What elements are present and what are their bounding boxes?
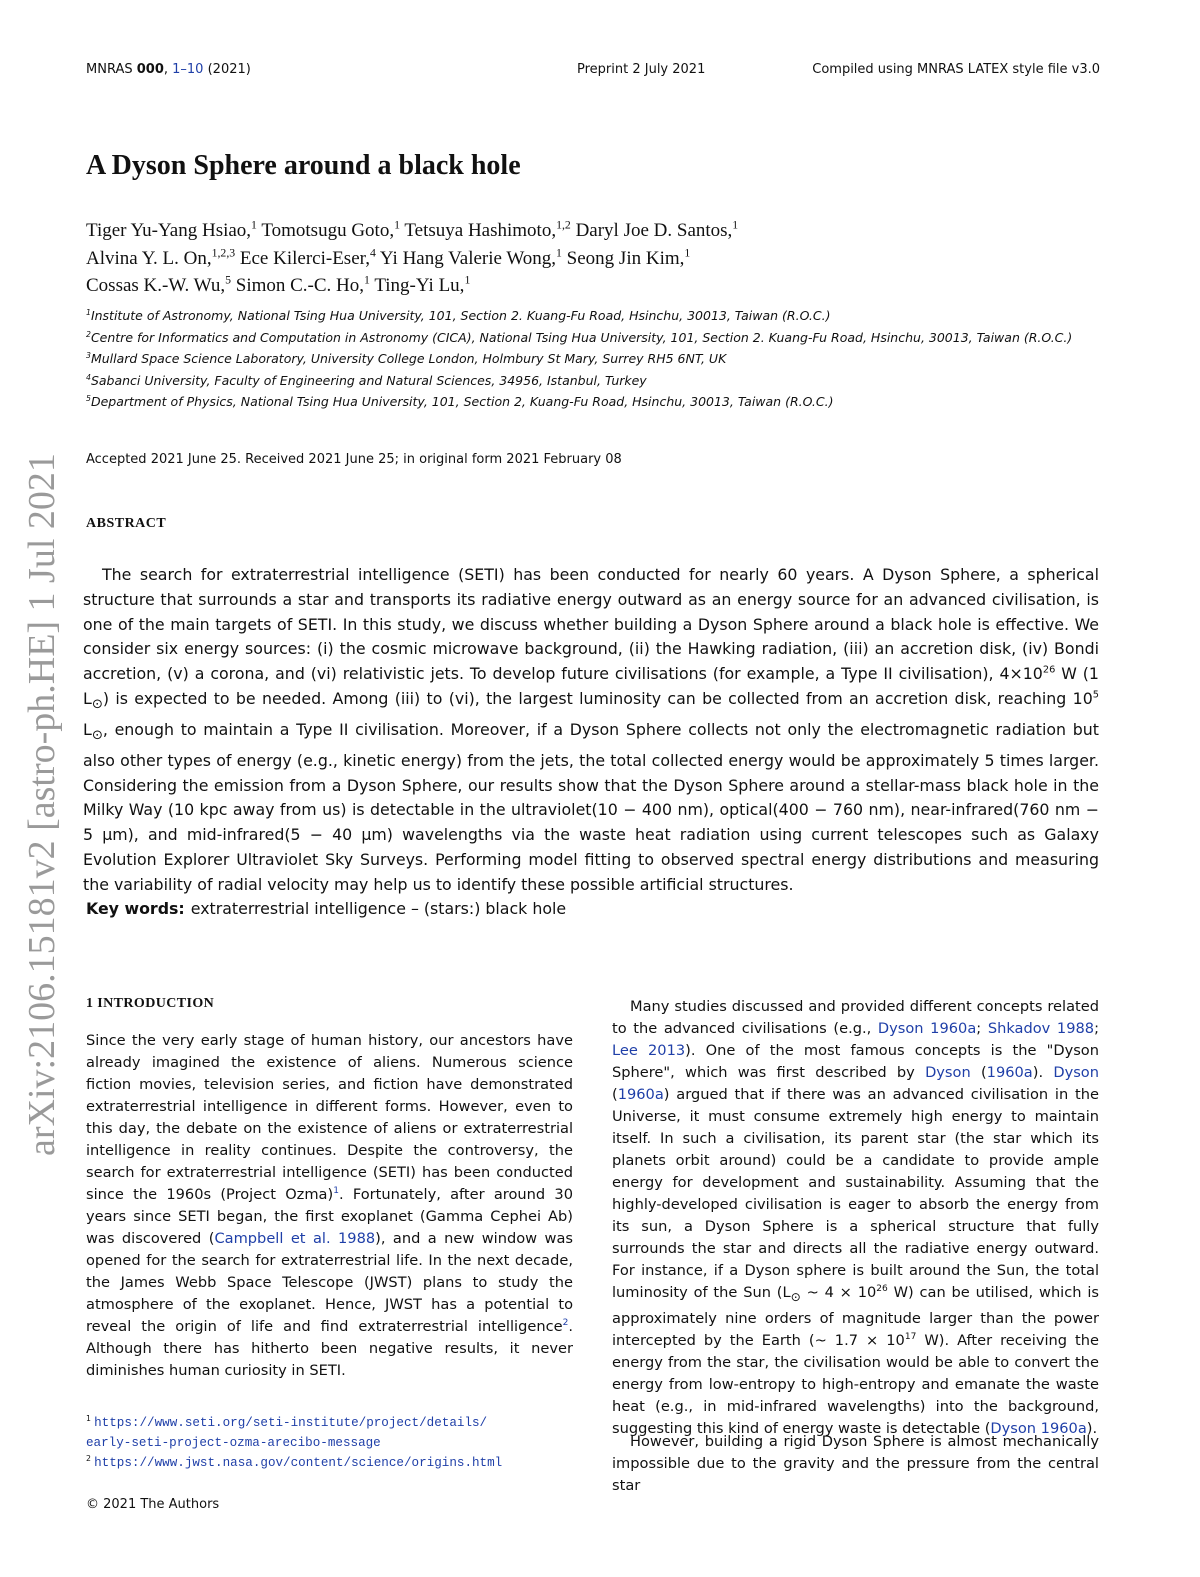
- citation-link[interactable]: 1960a: [617, 1086, 664, 1103]
- author-name: Cossas K.-W. Wu,: [86, 275, 226, 296]
- author-name: Tiger Yu-Yang Hsiao,: [86, 220, 252, 241]
- exponent: 5: [1092, 689, 1099, 701]
- body-text: ) argued that if there was an advanced civilisation in the Universe, it must consume extremely high energy to maintain itself. In such a civilisation, its parent star (the star which its planets orbit around) could be a candidate to provide ample energy for development and sustainability. Assuming that the highly-developed civilisation is eager to absorb the energy from its sun, a Dyson Sphere is a spherical structure that fully surrounds the star and directs all the radiative energy outward. For instance, if a Dyson sphere is built around the Sun, the total luminosity of the Sun (L: [612, 1086, 1099, 1301]
- body-text: . Although there has hitherto been negative results, it never diminishes human curiosity in SETI.: [86, 1318, 573, 1379]
- exponent: 26: [876, 1284, 888, 1295]
- author-affil-mark: 5: [225, 273, 231, 287]
- abstract-text: , enough to maintain a Type II civilisation. Moreover, if a Dyson Sphere collects not only the electromagnetic radiation but also other types of energy (e.g., kinetic energy) from the jets, the total collected energy would be approximately 5 times larger. Considering the emission from a Dyson Sphere, our results show that the Dyson Sphere around a stellar-mass black hole in the Milky Way (10 kpc away from us) is detectable in the ultraviolet(10 − 400 nm), optical(400 − 760 nm), near-infrared(760 nm − 5 μm), and mid-infrared(5 − 40 μm) wavelengths via the waste heat radiation using current telescopes such as Galaxy Evolution Explorer Ultraviolet Sky Surveys. Performing model fitting to observed spectral energy distributions and measuring the variability of radial velocity may help us to identify these possible artificial structures.: [83, 719, 1099, 894]
- affiliation-number: 5: [86, 393, 91, 403]
- body-text: . Fortunately, after around 30 years since SETI began, the first exoplanet (Gamma Cephei Ab) was discovered (: [86, 1186, 573, 1247]
- page-range-link[interactable]: 1–10: [172, 62, 204, 77]
- body-text: Many studies discussed and provided different concepts related to the advanced civilisations (e.g.,: [612, 998, 1099, 1037]
- author-affil-mark: 1: [684, 246, 691, 260]
- section-heading: 1 INTRODUCTION: [86, 996, 215, 1011]
- author-name: Daryl Joe D. Santos,: [570, 220, 733, 241]
- footnote-url[interactable]: https://www.jwst.nasa.gov/content/science/origins.html: [94, 1456, 503, 1470]
- author-line: [86, 245, 1100, 273]
- body-text: Since the very early stage of human history, our ancestors have already imagined the existence of aliens. Numerous science fiction movies, television series, and fiction have demonstrated extraterrestrial intelligence in different forms. However, even to this day, the debate on the existence of aliens or extraterrestrial intelligence in reality continues. Despite the controversy, the search for extraterrestrial intelligence (SETI) has been conducted since the 1960s (Project Ozma): [86, 1032, 573, 1203]
- journal-citation: MNRAS 000, 1–10 (2021): [86, 62, 251, 77]
- author-name: Tomotsugu Goto,: [256, 220, 395, 241]
- author-affil-mark: 1: [732, 218, 739, 232]
- abstract-heading: ABSTRACT: [86, 516, 167, 531]
- author-name: Alvina Y. L. On,: [86, 247, 212, 269]
- affiliation-text: Centre for Informatics and Computation in Astronomy (CICA), National Tsing Hua University, 101, Section 2. Kuang-Fu Road, Hsinchu, 30013, Taiwan (R.O.C.): [90, 329, 1073, 345]
- body-text: ). One of the most famous concepts is the "Dyson Sphere", which was first described by: [612, 1042, 1099, 1081]
- footnote-mark[interactable]: 2: [562, 1318, 569, 1329]
- author-name: Yi Hang Valerie Wong,: [375, 247, 557, 269]
- paper-title: A Dyson Sphere around a black hole: [86, 150, 521, 181]
- running-header: [86, 62, 1100, 82]
- footnote-mark[interactable]: 1: [333, 1186, 339, 1197]
- body-text: (: [612, 1086, 618, 1103]
- author-name: Ting-Yi Lu,: [369, 275, 465, 296]
- footnote: [86, 1413, 573, 1433]
- author-affil-mark: 1,2,3: [211, 246, 236, 260]
- body-text: W). After receiving the energy from the star, the civilisation would be able to convert the energy from low-entropy to high-entropy and emanate the waste heat (e.g., in mid-infrared wavelengths) into the background, suggesting this kind of energy waste is detectable (: [612, 1331, 1099, 1437]
- copyright: © 2021 The Authors: [86, 1497, 220, 1512]
- author-affil-mark: 1: [394, 218, 400, 232]
- exponent: 26: [1042, 664, 1056, 676]
- footnote-continuation: [86, 1433, 573, 1453]
- abstract-text: L: [83, 719, 92, 739]
- body-text: W) can be utilised, which is approximately nine orders of magnitude larger than the power intercepted by the Earth (∼ 1.7 × 10: [612, 1284, 1099, 1349]
- keywords-label: Key words:: [86, 899, 185, 918]
- preprint-date: Preprint 2 July 2021: [577, 62, 706, 77]
- author-list: [86, 217, 1100, 300]
- affiliation-text: Mullard Space Science Laboratory, University College London, Holmbury St Mary, Surrey RH5 6NT, UK: [90, 351, 727, 366]
- solar-symbol: ⊙: [790, 1289, 801, 1304]
- citation-link[interactable]: Shkadov 1988: [987, 1020, 1095, 1037]
- author-affil-mark: 1: [251, 218, 257, 232]
- footnote-url[interactable]: early-seti-project-ozma-arecibo-message: [86, 1436, 381, 1450]
- abstract-text: ) is expected to be needed. Among (iii) to (vi), the largest luminosity can be collected from an accretion disk, reaching 10: [102, 688, 1093, 708]
- abstract-body: [83, 563, 1099, 898]
- keywords: [86, 899, 566, 918]
- citation-link[interactable]: 1960a: [986, 1064, 1033, 1081]
- affiliation-number: 2: [86, 329, 91, 339]
- arxiv-side-identifier: arXiv:2106.15181v2 [astro-ph.HE] 1 Jul 2021: [21, 453, 63, 1156]
- solar-symbol: ⊙: [91, 728, 103, 744]
- author-line: [86, 272, 1100, 300]
- author-affil-mark: 1: [464, 273, 471, 287]
- body-text: ;: [1094, 1020, 1099, 1037]
- citation-link[interactable]: Dyson: [1053, 1064, 1099, 1081]
- journal-name: MNRAS: [86, 62, 133, 77]
- abstract-text: W (1 L: [83, 664, 1099, 708]
- author-name: Tetsuya Hashimoto,: [399, 220, 557, 241]
- citation-link[interactable]: Dyson: [925, 1064, 971, 1081]
- body-text: ), and a new window was opened for the search for extraterrestrial life. In the next decade, the James Webb Space Telescope (JWST) plans to study the atmosphere of the exoplanet. Hence, JWST has a potential to reveal the origin of life and find extraterrestrial intelligence: [86, 1230, 573, 1335]
- author-affil-mark: 1,2: [556, 218, 571, 232]
- intro-paragraph: [86, 1030, 573, 1382]
- compile-note: Compiled using MNRAS LATEX style file v3.0: [812, 62, 1100, 77]
- citation-link[interactable]: Dyson 1960a: [990, 1419, 1087, 1437]
- exponent: 17: [904, 1332, 917, 1343]
- abstract-text: The search for extraterrestrial intelligence (SETI) has been conducted for nearly 60 years. A Dyson Sphere, a spherical structure that surrounds a star and transports its radiative energy outward as an energy source for an advanced civilisation, is one of the main targets of SETI. In this study, we discuss whether building a Dyson Sphere around a black hole is effective. We consider six energy sources: (i) the cosmic microwave background, (ii) the Hawking radiation, (iii) an accretion disk, (iv) Bondi accretion, (v) a corona, and (vi) relativistic jets. To develop future civilisations (for example, a Type II civilisation), 4×10: [83, 565, 1099, 684]
- keywords-text: extraterrestrial intelligence – (stars:) black hole: [190, 899, 567, 918]
- affiliation: [86, 327, 1126, 349]
- intro-paragraph: [612, 996, 1099, 1440]
- author-affil-mark: 1: [364, 273, 370, 287]
- footnote-url[interactable]: https://www.seti.org/seti-institute/project/details/: [94, 1416, 488, 1430]
- affiliation-number: 3: [86, 350, 91, 360]
- author-name: Seong Jin Kim,: [561, 247, 685, 269]
- footnote: [86, 1453, 573, 1473]
- affiliation-text: Sabanci University, Faculty of Engineering and Natural Sciences, 34956, Istanbul, Turkey: [90, 372, 647, 388]
- footnote-number: 2: [86, 1453, 91, 1463]
- citation-link[interactable]: Lee 2013: [612, 1042, 686, 1059]
- affiliation: [86, 370, 1126, 392]
- affiliation-number: 1: [86, 307, 91, 317]
- affiliation: [86, 305, 1126, 327]
- citation-link[interactable]: Campbell et al. 1988: [214, 1230, 376, 1247]
- received-accepted-dates: Accepted 2021 June 25. Received 2021 June 25; in original form 2021 February 08: [86, 452, 622, 467]
- solar-symbol: ⊙: [91, 697, 103, 713]
- affiliation-text: Department of Physics, National Tsing Hua University, 101, Section 2, Kuang-Fu Road, Hsinchu, 30013, Taiwan (R.O.C.): [90, 394, 834, 409]
- author-affil-mark: 1: [556, 246, 562, 260]
- body-text: ).: [1032, 1064, 1054, 1081]
- intro-paragraph: However, building a rigid Dyson Sphere is almost mechanically impossible due to the gravity and the pressure from the central star: [612, 1433, 1099, 1494]
- body-text: ).: [1086, 1419, 1098, 1437]
- affiliation: [86, 348, 1126, 370]
- journal-year: (2021): [207, 62, 251, 77]
- affiliation-text: Institute of Astronomy, National Tsing Hua University, 101, Section 2. Kuang-Fu Road, Hsinchu, 30013, Taiwan (R.O.C.): [90, 308, 831, 323]
- author-name: Simon C.-C. Ho,: [231, 275, 365, 296]
- author-name: Ece Kilerci-Eser,: [235, 247, 370, 269]
- affiliation-number: 4: [86, 372, 91, 382]
- affiliation: [86, 391, 1126, 413]
- footnote-list: [86, 1413, 573, 1473]
- citation-link[interactable]: Dyson 1960a: [877, 1020, 977, 1037]
- body-text: (: [970, 1064, 987, 1081]
- journal-volume: 000: [136, 62, 164, 77]
- author-line: [86, 217, 1100, 245]
- affiliation-list: [86, 305, 1126, 413]
- body-text: ;: [976, 1020, 988, 1037]
- body-text: ∼ 4 × 10: [800, 1284, 877, 1301]
- footnote-number: 1: [86, 1413, 91, 1423]
- author-affil-mark: 4: [369, 246, 376, 260]
